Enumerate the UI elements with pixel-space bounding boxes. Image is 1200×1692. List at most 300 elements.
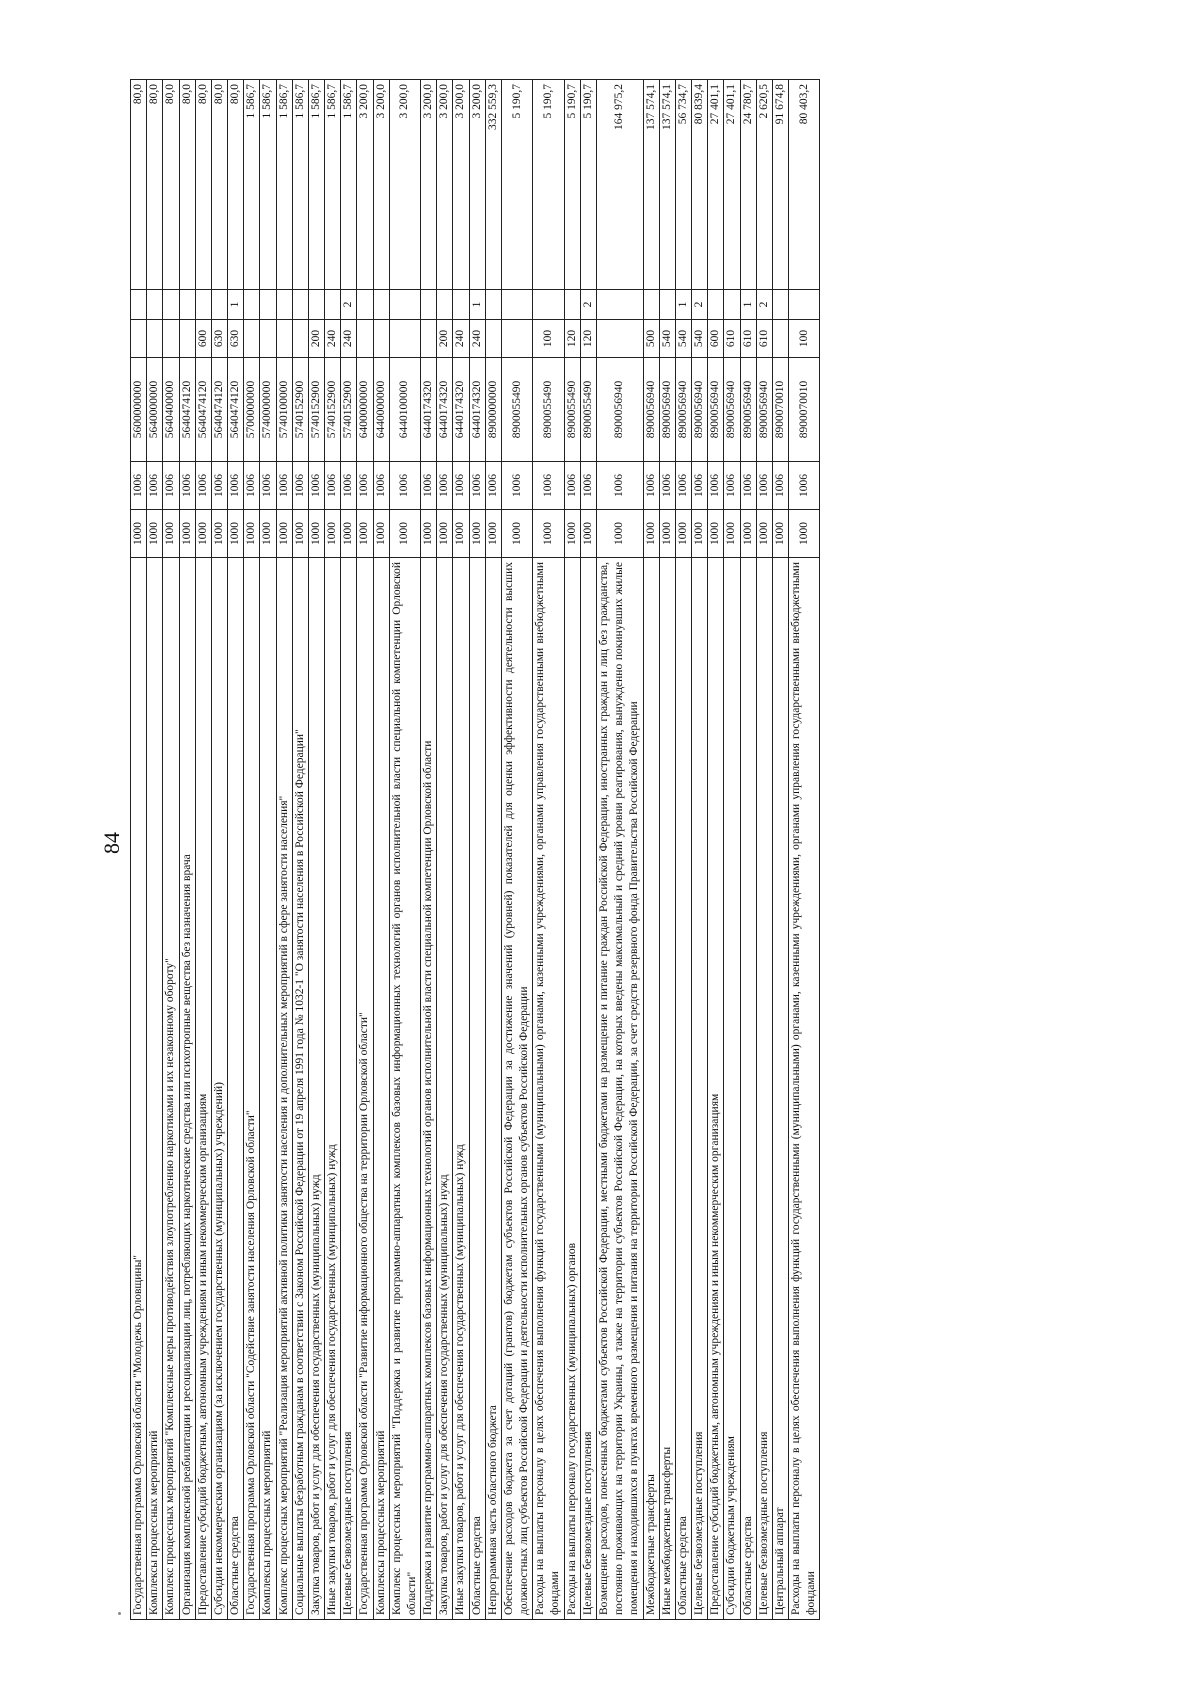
row-target-article: 8900056940 <box>692 358 708 462</box>
row-expense-type <box>276 320 292 358</box>
row-amount: 27 401,1 <box>708 80 724 290</box>
row-source: 1 <box>228 290 244 320</box>
page-number: 84 <box>99 832 124 854</box>
table-row <box>292 80 308 1620</box>
row-source <box>643 290 659 320</box>
row-subsection: 1006 <box>276 462 292 510</box>
row-source <box>533 290 564 320</box>
row-amount: 3 200,0 <box>389 80 420 290</box>
table-row <box>501 80 532 1620</box>
row-section: 1000 <box>292 510 308 558</box>
table-row <box>453 80 469 1620</box>
table-row <box>131 80 147 1620</box>
row-target-article: 8900070010 <box>772 358 788 462</box>
row-source <box>260 290 276 320</box>
row-subsection: 1006 <box>708 462 724 510</box>
row-subsection: 1006 <box>659 462 675 510</box>
table-row <box>228 80 244 1620</box>
row-target-article: 8900056940 <box>756 358 772 462</box>
row-name: Субсидии некоммерческим организациям (за исключением государственных (муниципальных) учреждений) <box>211 558 227 1620</box>
row-source <box>485 290 501 320</box>
row-target-article: 5640474120 <box>228 358 244 462</box>
table-body <box>131 80 820 1620</box>
row-subsection: 1006 <box>341 462 357 510</box>
row-source <box>357 290 373 320</box>
table-row <box>437 80 453 1620</box>
row-subsection: 1006 <box>643 462 659 510</box>
table-row <box>276 80 292 1620</box>
row-source <box>195 290 211 320</box>
row-source: 2 <box>341 290 357 320</box>
row-amount: 3 200,0 <box>421 80 437 290</box>
row-expense-type <box>421 320 437 358</box>
row-subsection: 1006 <box>580 462 596 510</box>
row-source <box>708 290 724 320</box>
table-row <box>580 80 596 1620</box>
row-amount: 3 200,0 <box>357 80 373 290</box>
row-subsection: 1006 <box>389 462 420 510</box>
row-amount: 1 586,7 <box>244 80 260 290</box>
row-section: 1000 <box>580 510 596 558</box>
row-amount: 5 190,7 <box>533 80 564 290</box>
row-subsection: 1006 <box>147 462 163 510</box>
row-source <box>244 290 260 320</box>
row-target-article: 5640474120 <box>195 358 211 462</box>
row-name: Государственная программа Орловской области "Содействие занятости населения Орловской области" <box>244 558 260 1620</box>
row-expense-type <box>501 320 532 358</box>
row-target-article: 5640400000 <box>163 358 179 462</box>
row-expense-type: 610 <box>756 320 772 358</box>
row-expense-type: 240 <box>341 320 357 358</box>
row-name: Предоставление субсидий бюджетным, автономным учреждениям и иным некоммерческим организациям <box>708 558 724 1620</box>
budget-table-rotated <box>130 80 890 1620</box>
row-subsection: 1006 <box>195 462 211 510</box>
row-subsection: 1006 <box>260 462 276 510</box>
row-section: 1000 <box>421 510 437 558</box>
row-subsection: 1006 <box>292 462 308 510</box>
row-amount: 1 586,7 <box>292 80 308 290</box>
table-row <box>325 80 341 1620</box>
row-subsection: 1006 <box>596 462 643 510</box>
row-name: Субсидии бюджетным учреждениям <box>724 558 740 1620</box>
row-subsection: 1006 <box>675 462 691 510</box>
table-row <box>357 80 373 1620</box>
row-amount: 24 780,7 <box>740 80 756 290</box>
row-source <box>163 290 179 320</box>
row-target-article: 5740152900 <box>292 358 308 462</box>
row-source <box>564 290 580 320</box>
table-row <box>596 80 643 1620</box>
row-amount: 80,0 <box>179 80 195 290</box>
row-name: Областные средства <box>228 558 244 1620</box>
row-section: 1000 <box>373 510 389 558</box>
row-target-article: 8900056940 <box>724 358 740 462</box>
row-source <box>724 290 740 320</box>
row-amount: 80,0 <box>147 80 163 290</box>
row-name: Государственная программа Орловской области "Молодежь Орловщины" <box>131 558 147 1620</box>
row-name: Целевые безвозмездные поступления <box>692 558 708 1620</box>
row-section: 1000 <box>659 510 675 558</box>
row-target-article: 5740000000 <box>260 358 276 462</box>
table-row <box>692 80 708 1620</box>
row-amount: 137 574,1 <box>659 80 675 290</box>
row-expense-type <box>373 320 389 358</box>
row-subsection: 1006 <box>564 462 580 510</box>
row-section: 1000 <box>772 510 788 558</box>
row-section: 1000 <box>724 510 740 558</box>
row-expense-type: 200 <box>437 320 453 358</box>
row-amount: 5 190,7 <box>501 80 532 290</box>
row-name: Межбюджетные трансферты <box>643 558 659 1620</box>
row-name: Поддержка и развитие программно-аппаратных комплексов базовых информационных технологий органов исполнительной власти специальной компетенции Орловской области <box>421 558 437 1620</box>
row-source <box>421 290 437 320</box>
row-expense-type: 630 <box>228 320 244 358</box>
row-name: Социальные выплаты безработным гражданам в соответствии с Законом Российской Федерации от 19 апреля 1991 года № 1032-1 "О занятости населения в Российской Федерации" <box>292 558 308 1620</box>
table-row <box>373 80 389 1620</box>
row-name: Организация комплексной реабилитации и ресоциализации лиц, потребляющих наркотические средства или психотропные вещества без назначения врача <box>179 558 195 1620</box>
row-amount: 56 734,7 <box>675 80 691 290</box>
row-source <box>147 290 163 320</box>
row-section: 1000 <box>195 510 211 558</box>
row-target-article: 8900056940 <box>596 358 643 462</box>
row-target-article: 5740152900 <box>308 358 324 462</box>
row-source <box>789 290 820 320</box>
row-subsection: 1006 <box>485 462 501 510</box>
scan-speck <box>118 1612 121 1615</box>
row-name: Целевые безвозмездные поступления <box>341 558 357 1620</box>
row-section: 1000 <box>533 510 564 558</box>
row-amount: 91 674,8 <box>772 80 788 290</box>
row-name: Центральный аппарат <box>772 558 788 1620</box>
row-expense-type: 610 <box>724 320 740 358</box>
row-target-article: 8900055490 <box>533 358 564 462</box>
row-subsection: 1006 <box>772 462 788 510</box>
row-amount: 2 620,5 <box>756 80 772 290</box>
row-target-article: 5700000000 <box>244 358 260 462</box>
row-target-article: 6400000000 <box>357 358 373 462</box>
row-amount: 80,0 <box>131 80 147 290</box>
row-section: 1000 <box>469 510 485 558</box>
row-amount: 5 190,7 <box>580 80 596 290</box>
row-source <box>659 290 675 320</box>
row-section: 1000 <box>596 510 643 558</box>
row-source <box>772 290 788 320</box>
row-section: 1000 <box>308 510 324 558</box>
row-section: 1000 <box>501 510 532 558</box>
row-section: 1000 <box>675 510 691 558</box>
row-subsection: 1006 <box>533 462 564 510</box>
row-expense-type <box>179 320 195 358</box>
row-expense-type <box>596 320 643 358</box>
row-section: 1000 <box>643 510 659 558</box>
table-row <box>789 80 820 1620</box>
row-name: Государственная программа Орловской области "Развитие информационного общества на территории Орловской области" <box>357 558 373 1620</box>
row-name: Расходы на выплаты персоналу в целях обеспечения выполнения функций государственными (муниципальными) органами, казенными учреждениями, органами управления государственными внебюджетными фондами <box>533 558 564 1620</box>
row-amount: 27 401,1 <box>724 80 740 290</box>
table-row <box>659 80 675 1620</box>
row-subsection: 1006 <box>437 462 453 510</box>
row-subsection: 1006 <box>740 462 756 510</box>
row-target-article: 8900056940 <box>675 358 691 462</box>
table-row <box>308 80 324 1620</box>
row-amount: 1 586,7 <box>308 80 324 290</box>
row-target-article: 5740100000 <box>276 358 292 462</box>
row-source <box>373 290 389 320</box>
row-section: 1000 <box>341 510 357 558</box>
row-source <box>437 290 453 320</box>
row-expense-type: 240 <box>453 320 469 358</box>
row-target-article: 6440174320 <box>437 358 453 462</box>
row-target-article: 6440174320 <box>469 358 485 462</box>
row-source <box>501 290 532 320</box>
row-name: Областные средства <box>469 558 485 1620</box>
row-name: Возмещение расходов, понесенных бюджетами субъектов Российской Федерации, местными бюджетами на размещение и питание граждан Российской Федерации, иностранных граждан и лиц без гражданства, постоянно проживающих на территории Украины, а также на территории субъектов Российской Федерации, на которых введены максимальный и средний уровни реагирования, вынужденно покинувших жилые помещения и находившихся в пунктах временного размещения и питания на территории Российской Федерации, за счет средств резервного фонда Правительства Российской Федерации <box>596 558 643 1620</box>
row-amount: 80 839,4 <box>692 80 708 290</box>
table-row <box>485 80 501 1620</box>
row-expense-type: 240 <box>469 320 485 358</box>
row-expense-type: 200 <box>308 320 324 358</box>
row-expense-type: 600 <box>195 320 211 358</box>
row-target-article: 6440000000 <box>373 358 389 462</box>
row-amount: 80 403,2 <box>789 80 820 290</box>
row-target-article: 5640474120 <box>211 358 227 462</box>
row-name: Областные средства <box>740 558 756 1620</box>
row-target-article: 8900056940 <box>643 358 659 462</box>
row-expense-type: 120 <box>564 320 580 358</box>
table-row <box>533 80 564 1620</box>
row-section: 1000 <box>437 510 453 558</box>
row-subsection: 1006 <box>131 462 147 510</box>
row-amount: 1 586,7 <box>260 80 276 290</box>
row-source <box>453 290 469 320</box>
row-target-article: 8900056940 <box>740 358 756 462</box>
row-name: Комплекс процессных мероприятий "Комплексные меры противодействия злоупотреблению наркотиками и их незаконному обороту" <box>163 558 179 1620</box>
row-target-article: 8900055490 <box>580 358 596 462</box>
row-expense-type <box>292 320 308 358</box>
row-section: 1000 <box>357 510 373 558</box>
row-amount: 80,0 <box>228 80 244 290</box>
table-row <box>389 80 420 1620</box>
row-expense-type: 540 <box>692 320 708 358</box>
row-subsection: 1006 <box>163 462 179 510</box>
row-amount: 3 200,0 <box>437 80 453 290</box>
row-amount: 1 586,7 <box>276 80 292 290</box>
row-target-article: 8900055490 <box>564 358 580 462</box>
row-subsection: 1006 <box>325 462 341 510</box>
row-section: 1000 <box>228 510 244 558</box>
row-expense-type <box>163 320 179 358</box>
row-section: 1000 <box>325 510 341 558</box>
row-amount: 3 200,0 <box>469 80 485 290</box>
row-source <box>179 290 195 320</box>
row-subsection: 1006 <box>453 462 469 510</box>
row-name: Непрограммная часть областного бюджета <box>485 558 501 1620</box>
row-source <box>131 290 147 320</box>
row-name: Комплексы процессных мероприятий <box>147 558 163 1620</box>
row-subsection: 1006 <box>179 462 195 510</box>
row-section: 1000 <box>260 510 276 558</box>
row-amount: 80,0 <box>163 80 179 290</box>
row-name: Иные закупки товаров, работ и услуг для обеспечения государственных (муниципальных) нужд <box>453 558 469 1620</box>
row-target-article: 6440100000 <box>389 358 420 462</box>
row-expense-type: 120 <box>580 320 596 358</box>
row-expense-type: 540 <box>659 320 675 358</box>
row-subsection: 1006 <box>692 462 708 510</box>
row-target-article: 5740152900 <box>325 358 341 462</box>
row-source <box>308 290 324 320</box>
row-subsection: 1006 <box>244 462 260 510</box>
table-row <box>179 80 195 1620</box>
row-subsection: 1006 <box>308 462 324 510</box>
row-amount: 80,0 <box>211 80 227 290</box>
row-expense-type: 540 <box>675 320 691 358</box>
row-expense-type: 100 <box>789 320 820 358</box>
row-subsection: 1006 <box>789 462 820 510</box>
row-subsection: 1006 <box>228 462 244 510</box>
row-amount: 5 190,7 <box>564 80 580 290</box>
row-target-article: 5640474120 <box>179 358 195 462</box>
row-source: 1 <box>469 290 485 320</box>
row-name: Целевые безвозмездные поступления <box>580 558 596 1620</box>
table-row <box>147 80 163 1620</box>
row-amount: 80,0 <box>195 80 211 290</box>
row-amount: 164 975,2 <box>596 80 643 290</box>
row-name: Закупка товаров, работ и услуг для обеспечения государственных (муниципальных) нужд <box>308 558 324 1620</box>
row-expense-type <box>389 320 420 358</box>
row-source: 2 <box>580 290 596 320</box>
row-name: Комплекс процессных мероприятий "Реализация мероприятий активной политики занятости населения и дополнительных мероприятий в сфере занятости населения" <box>276 558 292 1620</box>
row-name: Областные средства <box>675 558 691 1620</box>
row-name: Расходы на выплаты персоналу государственных (муниципальных) органов <box>564 558 580 1620</box>
row-source <box>211 290 227 320</box>
table-row <box>643 80 659 1620</box>
row-target-article: 5600000000 <box>131 358 147 462</box>
row-section: 1000 <box>163 510 179 558</box>
row-section: 1000 <box>244 510 260 558</box>
row-section: 1000 <box>453 510 469 558</box>
row-section: 1000 <box>276 510 292 558</box>
row-target-article: 8900070010 <box>789 358 820 462</box>
row-target-article: 8900000000 <box>485 358 501 462</box>
row-subsection: 1006 <box>501 462 532 510</box>
table-row <box>195 80 211 1620</box>
row-name: Иные межбюджетные трансферты <box>659 558 675 1620</box>
row-name: Комплексы процессных мероприятий <box>260 558 276 1620</box>
row-section: 1000 <box>211 510 227 558</box>
row-subsection: 1006 <box>724 462 740 510</box>
row-name: Комплекс процессных мероприятий "Поддержка и развитие программно-аппаратных комплексов базовых информационных технологий органов исполнительной власти специальной компетенции Орловской области" <box>389 558 420 1620</box>
table-row <box>564 80 580 1620</box>
row-name: Обеспечение расходов бюджета за счет дотаций (грантов) бюджетам субъектов Российской Федерации за достижение значений (уровней) показателей для оценки эффективности деятельности высших должностных лиц субъектов Российской Федерации и деятельности исполнительных органов субъектов Российской Федерации <box>501 558 532 1620</box>
row-expense-type: 500 <box>643 320 659 358</box>
row-amount: 3 200,0 <box>373 80 389 290</box>
row-section: 1000 <box>389 510 420 558</box>
row-target-article: 8900056940 <box>659 358 675 462</box>
row-amount: 1 586,7 <box>341 80 357 290</box>
table-row <box>260 80 276 1620</box>
row-name: Расходы на выплаты персоналу в целях обеспечения выполнения функций государственными (муниципальными) органами, казенными учреждениями, органами управления государственными внебюджетными фондами <box>789 558 820 1620</box>
row-name: Комплексы процессных мероприятий <box>373 558 389 1620</box>
table-row <box>163 80 179 1620</box>
table-row <box>341 80 357 1620</box>
row-expense-type: 240 <box>325 320 341 358</box>
row-target-article: 6440174320 <box>453 358 469 462</box>
row-section: 1000 <box>708 510 724 558</box>
row-subsection: 1006 <box>756 462 772 510</box>
row-section: 1000 <box>485 510 501 558</box>
row-expense-type <box>772 320 788 358</box>
table-row <box>708 80 724 1620</box>
row-name: Иные закупки товаров, работ и услуг для обеспечения государственных (муниципальных) нужд <box>325 558 341 1620</box>
row-source <box>292 290 308 320</box>
row-section: 1000 <box>789 510 820 558</box>
row-expense-type <box>260 320 276 358</box>
row-source <box>389 290 420 320</box>
row-target-article: 8900055490 <box>501 358 532 462</box>
row-source: 2 <box>756 290 772 320</box>
row-expense-type: 600 <box>708 320 724 358</box>
row-source <box>325 290 341 320</box>
row-section: 1000 <box>564 510 580 558</box>
row-section: 1000 <box>756 510 772 558</box>
row-section: 1000 <box>740 510 756 558</box>
row-subsection: 1006 <box>421 462 437 510</box>
row-expense-type <box>244 320 260 358</box>
row-subsection: 1006 <box>373 462 389 510</box>
row-source: 1 <box>675 290 691 320</box>
row-amount: 137 574,1 <box>643 80 659 290</box>
row-expense-type <box>131 320 147 358</box>
table-row <box>756 80 772 1620</box>
row-source <box>596 290 643 320</box>
row-target-article: 8900056940 <box>708 358 724 462</box>
row-expense-type: 100 <box>533 320 564 358</box>
table-row <box>772 80 788 1620</box>
row-amount: 1 586,7 <box>325 80 341 290</box>
table-row <box>740 80 756 1620</box>
row-source: 1 <box>740 290 756 320</box>
row-expense-type <box>357 320 373 358</box>
row-source <box>276 290 292 320</box>
row-subsection: 1006 <box>357 462 373 510</box>
row-target-article: 6440174320 <box>421 358 437 462</box>
row-amount: 332 559,3 <box>485 80 501 290</box>
budget-table <box>130 79 820 1620</box>
row-name: Предоставление субсидий бюджетным, автономным учреждениям и иным некоммерческим организациям <box>195 558 211 1620</box>
table-row <box>244 80 260 1620</box>
row-amount: 3 200,0 <box>453 80 469 290</box>
row-name: Целевые безвозмездные поступления <box>756 558 772 1620</box>
row-target-article: 5640000000 <box>147 358 163 462</box>
row-source: 2 <box>692 290 708 320</box>
row-expense-type: 610 <box>740 320 756 358</box>
row-name: Закупка товаров, работ и услуг для обеспечения государственных (муниципальных) нужд <box>437 558 453 1620</box>
row-expense-type: 630 <box>211 320 227 358</box>
row-expense-type <box>485 320 501 358</box>
row-subsection: 1006 <box>211 462 227 510</box>
row-expense-type <box>147 320 163 358</box>
table-row <box>421 80 437 1620</box>
table-row <box>724 80 740 1620</box>
row-section: 1000 <box>692 510 708 558</box>
table-row <box>211 80 227 1620</box>
row-subsection: 1006 <box>469 462 485 510</box>
row-target-article: 5740152900 <box>341 358 357 462</box>
table-row <box>675 80 691 1620</box>
row-section: 1000 <box>179 510 195 558</box>
row-section: 1000 <box>147 510 163 558</box>
table-row <box>469 80 485 1620</box>
